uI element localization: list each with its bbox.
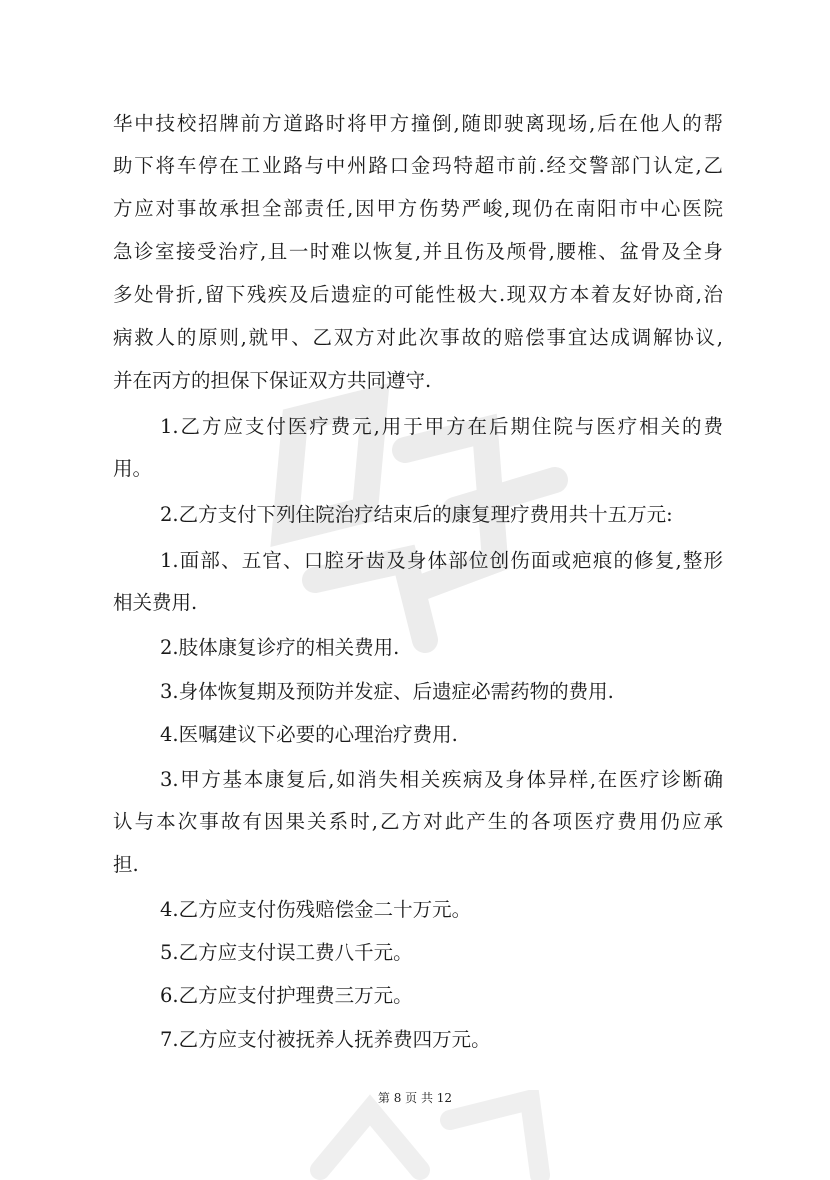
list-item: 5.乙方应支付误工费八千元。	[160, 941, 413, 964]
list-item: 4.乙方应支付伤残赔偿金二十万元。	[160, 898, 472, 921]
list-item: 2.乙方支付下列住院治疗结束后的康复理疗费用共十五万元:	[160, 503, 673, 526]
list-item-continuation: 认与本次事故有因果关系时,乙方对此产生的各项医疗费用仍应承	[113, 810, 723, 833]
paragraph-line: 助下将车停在工业路与中州路口金玛特超市前.经交警部门认定,乙	[113, 154, 723, 177]
sub-list-item: 1.面部、五官、口腔牙齿及身体部位创伤面或疤痕的修复,整形	[160, 549, 723, 572]
sub-list-item-continuation: 相关费用.	[113, 591, 198, 614]
sub-list-item: 4.医嘱建议下必要的心理治疗费用.	[160, 723, 458, 746]
paragraph-line: 多处骨折,留下残疾及后遗症的可能性极大.现双方本着友好协商,治	[113, 283, 723, 306]
list-item: 7.乙方应支付被抚养人抚养费四万元。	[160, 1028, 491, 1051]
page-number: 第 8 页 共 12	[377, 1091, 453, 1105]
list-item: 1.乙方应支付医疗费元,用于甲方在后期住院与医疗相关的费	[160, 415, 723, 438]
paragraph-line: 方应对事故承担全部责任,因甲方伤势严峻,现仍在南阳市中心医院	[113, 197, 723, 220]
list-item: 3.甲方基本康复后,如消失相关疾病及身体异样,在医疗诊断确	[160, 768, 723, 791]
paragraph-line: 病救人的原则,就甲、乙双方对此次事故的赔偿事宜达成调解协议,	[113, 326, 723, 349]
sub-list-item: 3.身体恢复期及预防并发症、后遗症必需药物的费用.	[160, 680, 614, 703]
list-item-continuation: 担.	[113, 853, 139, 876]
paragraph-line: 并在丙方的担保下保证双方共同遵守.	[113, 369, 432, 392]
list-item: 6.乙方应支付护理费三万元。	[160, 984, 413, 1007]
list-item-continuation: 用。	[113, 457, 153, 480]
paragraph-line: 急诊室接受治疗,且一时难以恢复,并且伤及颅骨,腰椎、盆骨及全身	[113, 240, 723, 263]
paragraph-line: 华中技校招牌前方道路时将甲方撞倒,随即驶离现场,后在他人的帮	[113, 112, 723, 135]
sub-list-item: 2.肢体康复诊疗的相关费用.	[160, 636, 400, 659]
